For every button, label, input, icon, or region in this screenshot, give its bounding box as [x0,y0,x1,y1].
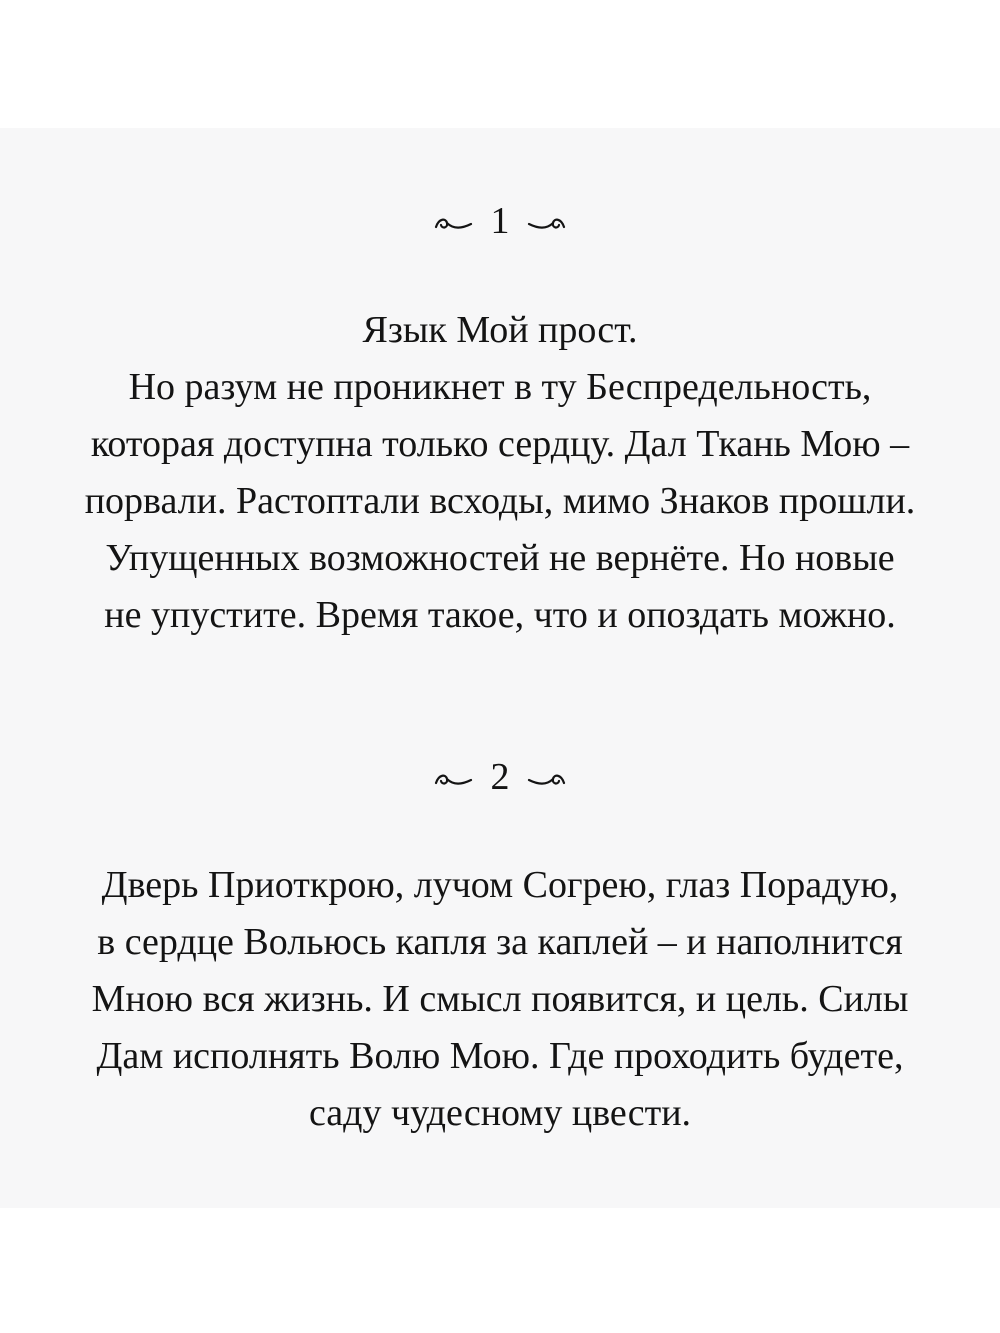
section-number: 2 [490,756,510,799]
section-1-text [0,302,1000,644]
text-line: Упущенных возможностей не вернёте. Но новые [105,537,895,579]
text-line: Язык Мой прост. [362,309,638,351]
text-line: не упустите. Время такое, что и опоздать можно. [104,594,896,636]
section-number: 1 [490,200,510,243]
text-line: порвали. Растоптали всходы, мимо Знаков прошли. [84,480,916,522]
right-flourish-icon [527,755,567,799]
text-line: которая доступна только сердцу. Дал Ткань Мою – [90,423,910,465]
section-2-heading [0,752,1000,799]
text-line: Дверь Приоткрою, лучом Согрею, глаз Порадую, [101,864,899,906]
text-line: Мною вся жизнь. И смысл появится, и цель. Силы [91,978,909,1020]
left-flourish-icon [433,199,473,243]
text-line: саду чудесному цвести. [308,1092,692,1134]
text-line: в сердце Вольюсь капля за каплей – и наполнится [97,921,903,963]
text-line: Но разум не проникнет в ту Беспредельность, [128,366,872,408]
section-1-heading [0,196,1000,243]
section-2-text [0,857,1000,1142]
right-flourish-icon [527,199,567,243]
text-line: Дам исполнять Волю Мою. Где проходить будете, [96,1035,904,1077]
left-flourish-icon [433,755,473,799]
